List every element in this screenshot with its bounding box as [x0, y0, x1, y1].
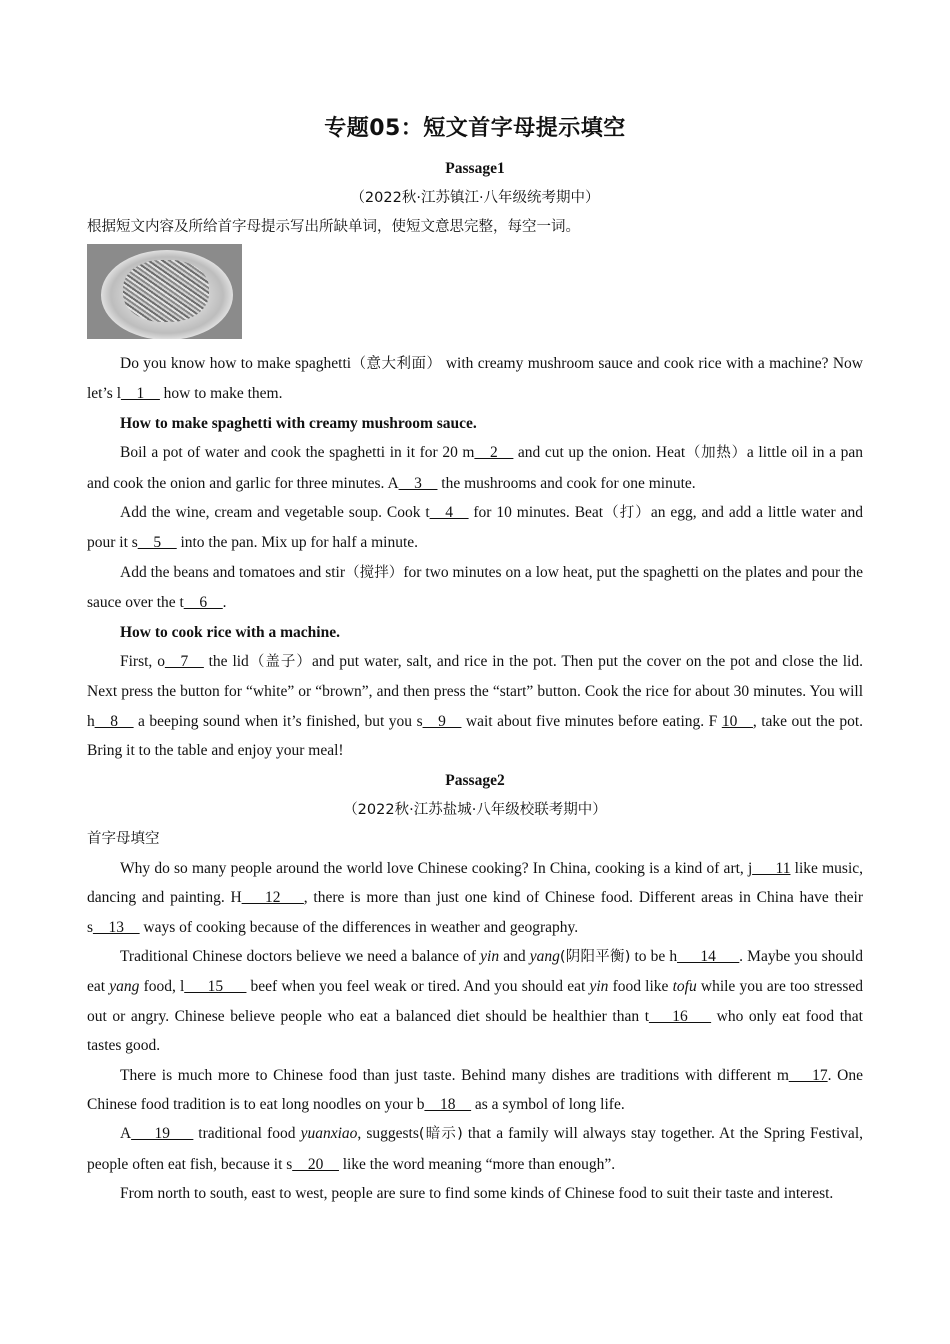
blank-13[interactable]: __13__ — [93, 918, 140, 936]
blank-8[interactable]: __8__ — [94, 712, 134, 730]
blank-5[interactable]: __5__ — [137, 534, 177, 552]
passage2-paragraph-3: There is much more to Chinese food than just taste. Behind many dishes are traditions with different m___17. One Chinese food tradition is to eat long noodles on your b__18__ as a symbol of long life. — [87, 1066, 863, 1113]
blank-7[interactable]: __7__ — [164, 653, 204, 671]
document-page — [87, 112, 863, 1209]
passage1-paragraph-3: Add the wine, cream and vegetable soup. Cook t__4__ for 10 minutes. Beat（打）an egg, and add a little water and pour it s__5__ into the pan. Mix up for half a minute. — [87, 504, 864, 552]
passage2-paragraph-4: A___19___ traditional food yuanxiao, suggests(暗示) that a family will always stay together. At the Spring Festival, people often eat fish, because it s__20__ like the word meaning “more than enough”. — [87, 1125, 863, 1173]
passage1-heading: Passage1 — [445, 160, 505, 177]
blank-19[interactable]: ___19___ — [131, 1125, 194, 1143]
blank-16[interactable]: ___16___ — [649, 1007, 712, 1025]
blank-11[interactable]: ___11 — [752, 859, 791, 877]
passage1-source: （2022秋·江苏镇江·八年级统考期中） — [350, 190, 600, 206]
passage1-subheading-2: How to cook rice with a machine. — [120, 623, 340, 641]
noodles-shape — [123, 260, 209, 322]
passage2-paragraph-2: Traditional Chinese doctors believe we need a balance of yin and yang(阴阳平衡) to be h___14___. Maybe you should eat yang food, l___15___ beef when you feel weak or tired. And you should eat yin food like tofu while you are too stressed out or angry. Chinese believe people who eat a balanced diet should be healthier than t___16___ who only eat food that tastes good. — [87, 947, 864, 1055]
blank-18[interactable]: __18__ — [424, 1095, 472, 1113]
passage1-paragraph-2: Boil a pot of water and cook the spaghetti in it for 20 m__2__ and cut up the onion. Heat（加热）a little oil in a pan and cook the onion and garlic for three minutes. A__3__ the mushrooms and cook for one minute. — [87, 444, 863, 492]
blank-17[interactable]: ___17 — [788, 1066, 828, 1084]
blank-10[interactable]: 10__ — [721, 712, 753, 730]
passage2-paragraph-5: From north to south, east to west, people are sure to find some kinds of Chinese food to suit their taste and interest. — [120, 1185, 834, 1203]
blank-12[interactable]: ___12___ — [241, 889, 304, 907]
passage1-paragraph-4: Add the beans and tomatoes and stir（搅拌）for two minutes on a low heat, put the spaghetti on the plates and pour the sauce over the t__6__. — [87, 563, 864, 612]
blank-4[interactable]: __4__ — [429, 504, 469, 522]
blank-15[interactable]: ___15___ — [184, 978, 247, 996]
blank-6[interactable]: __6__ — [183, 594, 223, 612]
passage1-instruction: 根据短文内容及所给首字母提示写出所缺单词，使短文意思完整，每空一词。 — [87, 219, 580, 235]
blank-14[interactable]: ___14___ — [677, 947, 740, 965]
page-title: 专题05：短文首字母提示填空 — [324, 116, 626, 141]
blank-1[interactable]: __1__ — [121, 385, 160, 403]
blank-9[interactable]: __9__ — [422, 712, 462, 730]
passage2-instruction: 首字母填空 — [87, 830, 160, 847]
blank-3[interactable]: __3__ — [398, 474, 438, 492]
passage2-heading: Passage2 — [445, 771, 505, 789]
blank-20[interactable]: __20__ — [292, 1155, 339, 1173]
passage1-paragraph-5: First, o__7__ the lid（盖子）and put water, salt, and rice in the pot. Then put the cover on the pot and close the lid. Next press the button for “white” or “brown”, and then press the “start” button. Cook the rice for about 30 minutes. You will h__8__ a beeping sound when it’s finished, but you s__9__ wait about five minutes before eating. F 10__, take out the pot. Bring it to the table and enjoy your meal! — [87, 653, 864, 760]
spaghetti-photo — [87, 244, 242, 339]
passage1-paragraph-1: Do you know how to make spaghetti（意大利面） with creamy mushroom sauce and cook rice with a machine? Now let’s l__1__ how to make them. — [87, 355, 863, 403]
passage1-subheading-1: How to make spaghetti with creamy mushroom sauce. — [120, 414, 477, 432]
passage2-paragraph-1: Why do so many people around the world love Chinese cooking? In China, cooking is a kind of art, j___11 like music, dancing and painting. H___12___, there is more than just one kind of Chinese food. Different areas in China have their s__13__ ways of cooking because of the differences in weather and geography. — [87, 859, 864, 936]
blank-2[interactable]: __2__ — [474, 444, 514, 462]
passage2-source: （2022秋·江苏盐城·八年级校联考期中） — [343, 801, 607, 818]
